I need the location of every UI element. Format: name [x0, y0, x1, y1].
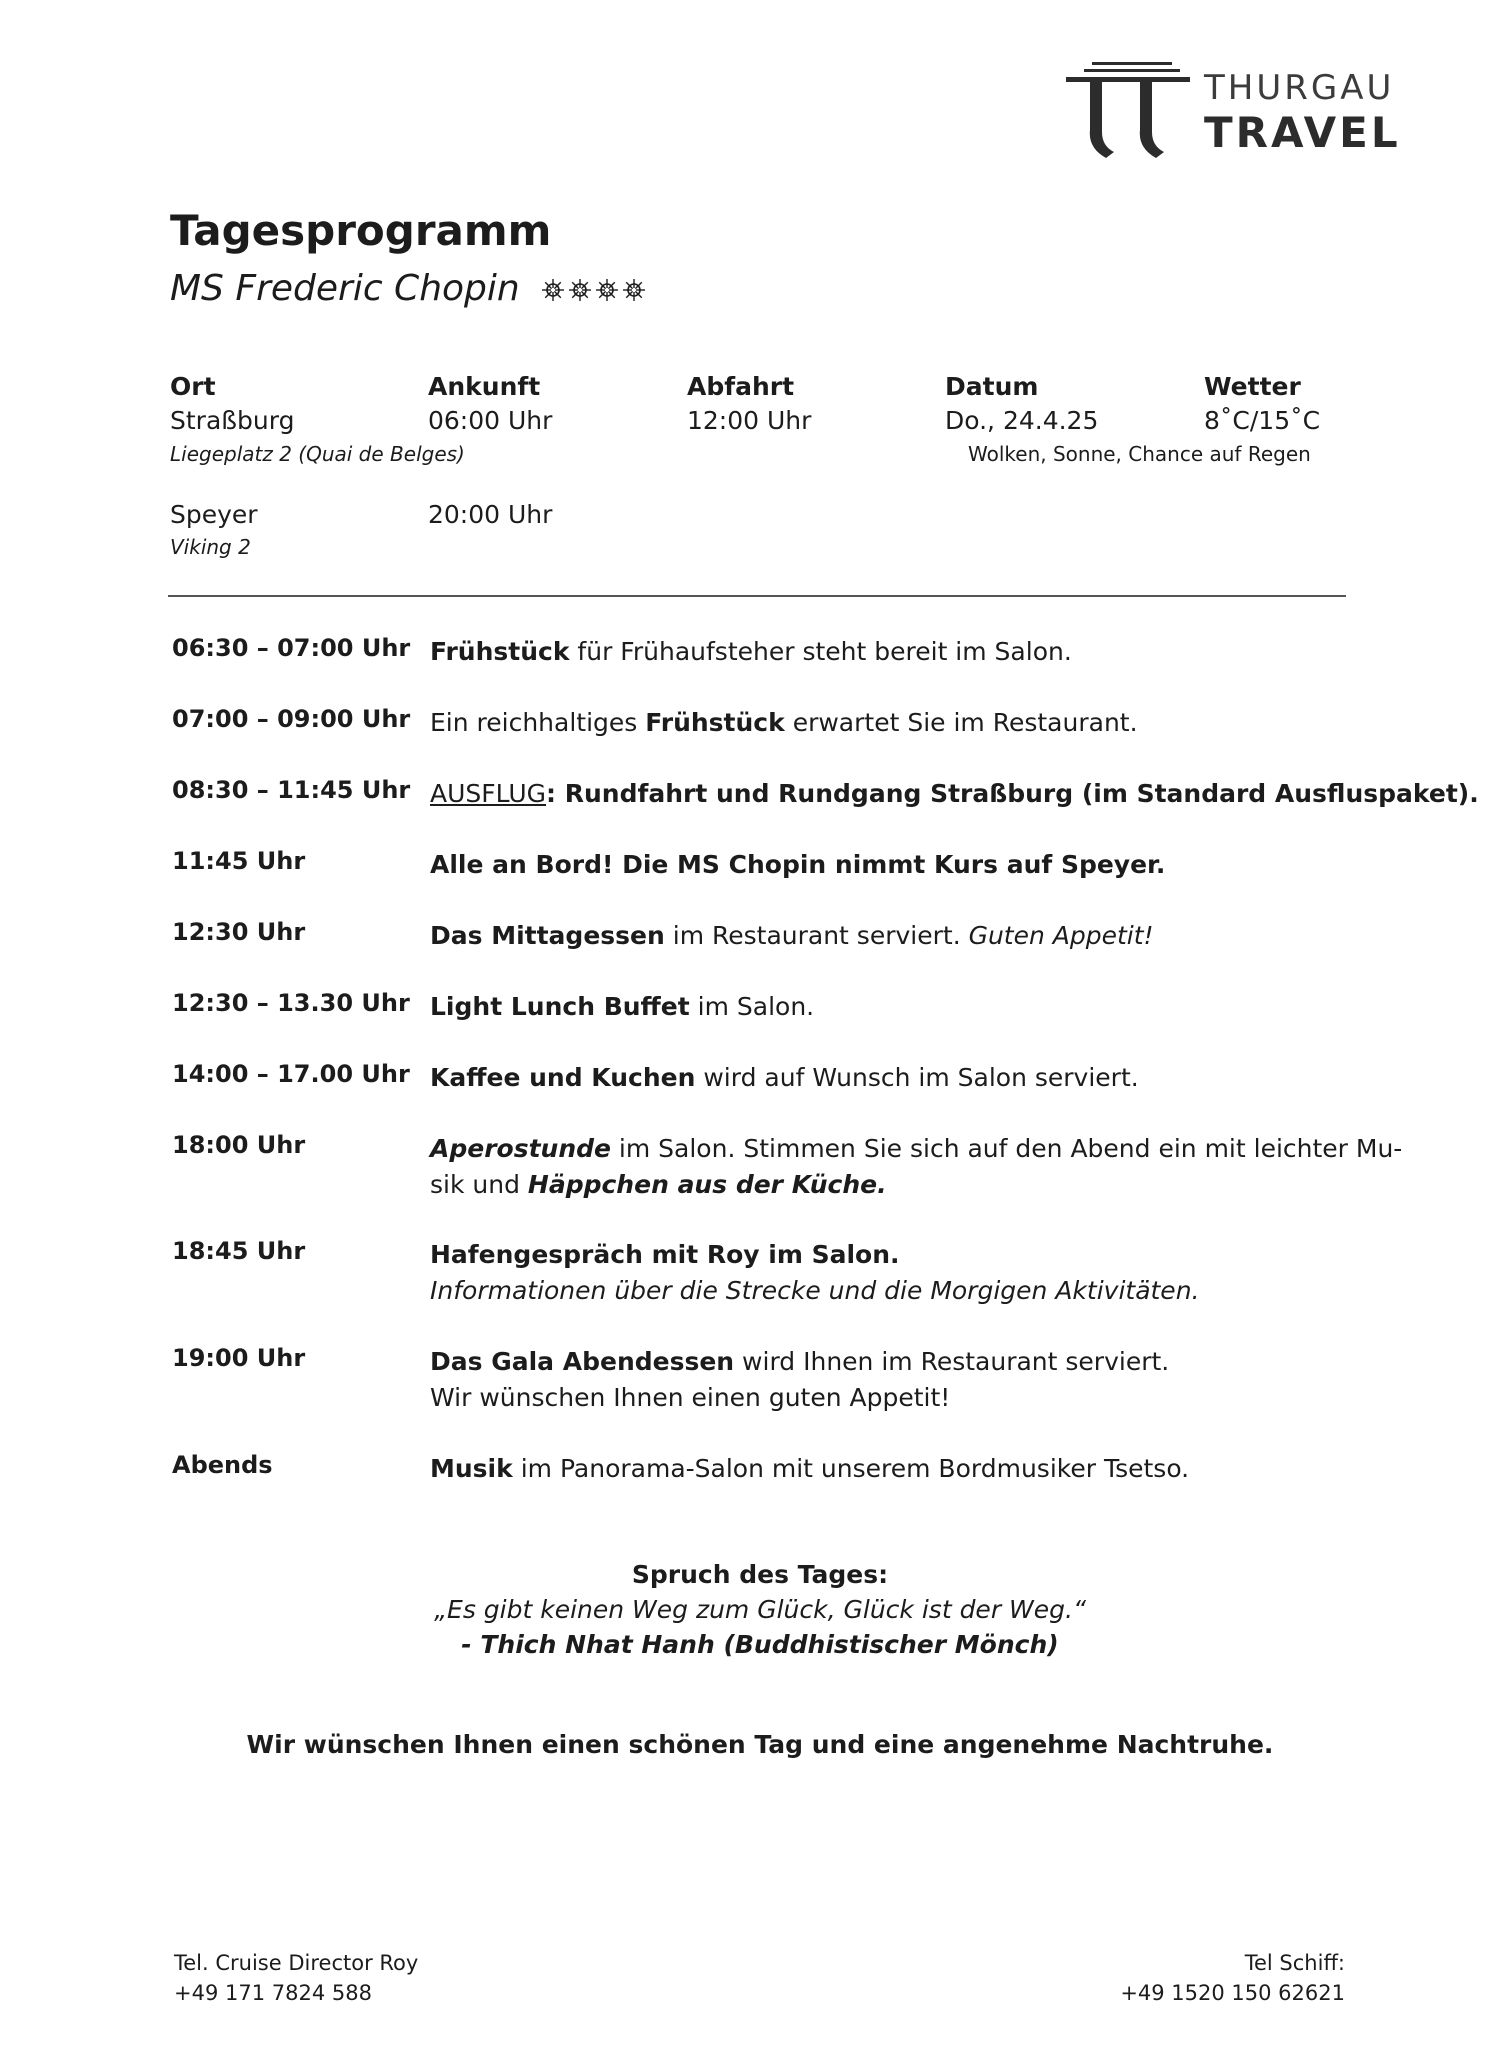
ship-wheel-icon	[568, 278, 592, 302]
text-italic: Informationen über die Strecke und die Morgigen Aktivitäten.	[430, 1276, 1200, 1305]
schedule-description	[430, 705, 1487, 741]
text: sik und	[430, 1170, 528, 1199]
stop1-departure: 12:00 Uhr	[687, 406, 812, 435]
brand-logo	[1062, 60, 1402, 170]
quote-author: - Thich Nhat Hanh (Buddhistischer Mönch)	[461, 1630, 1059, 1659]
text-bold: Das Gala Abendessen	[430, 1347, 735, 1376]
schedule-time: 07:00 – 09:00 Uhr	[172, 705, 411, 733]
schedule-description	[430, 1131, 1487, 1203]
schedule-description	[430, 634, 1487, 670]
stop2-arrival: 20:00 Uhr	[428, 500, 553, 529]
text-bold: Musik	[430, 1454, 513, 1483]
stop2-place: Speyer	[170, 500, 258, 529]
schedule-time: 12:30 Uhr	[172, 918, 306, 946]
closing-message: Wir wünschen Ihnen einen schönen Tag und eine angenehme Nachtruhe.	[246, 1730, 1274, 1759]
text: im Restaurant serviert.	[664, 921, 969, 950]
stop2-berth: Viking 2	[170, 535, 251, 559]
ship-name-text: MS Frederic Chopin	[170, 268, 520, 309]
schedule-time: 18:00 Uhr	[172, 1131, 306, 1159]
text-italic: Guten Appetit!	[968, 921, 1154, 950]
schedule-time: 14:00 – 17.00 Uhr	[172, 1060, 410, 1088]
schedule-time: 12:30 – 13.30 Uhr	[172, 989, 410, 1017]
ship-wheel-icon	[541, 278, 565, 302]
brand-line2: TRAVEL	[1204, 108, 1401, 157]
text: im Salon.	[689, 992, 815, 1021]
schedule-description	[430, 1060, 1487, 1096]
text-bold: Alle an Bord! Die MS Chopin nimmt Kurs auf Speyer.	[430, 850, 1166, 879]
label-weather: Wetter	[1204, 372, 1301, 401]
ship-name	[170, 268, 646, 309]
label-departure: Abfahrt	[687, 372, 795, 401]
schedule-description	[430, 1344, 1487, 1416]
footer-right-phone: +49 1520 150 62621	[1120, 1981, 1345, 2005]
text-bold: Das Mittagessen	[430, 921, 665, 950]
schedule-time: 08:30 – 11:45 Uhr	[172, 776, 411, 804]
schedule-time: 06:30 – 07:00 Uhr	[172, 634, 411, 662]
excursion-label: AUSFLUG	[430, 779, 547, 808]
text: wird Ihnen im Restaurant serviert.	[734, 1347, 1170, 1376]
stop1-date: Do., 24.4.25	[945, 406, 1099, 435]
schedule-description	[430, 776, 1487, 812]
text-bold-italic: Häppchen aus der Küche.	[527, 1170, 887, 1199]
ship-rating	[541, 278, 646, 302]
schedule-time: 11:45 Uhr	[172, 847, 306, 875]
stop1-place: Straßburg	[170, 406, 295, 435]
text-bold: Light Lunch Buffet	[430, 992, 690, 1021]
text-bold-italic: Aperostunde	[430, 1134, 611, 1163]
schedule-time: 19:00 Uhr	[172, 1344, 306, 1372]
quote-text: „Es gibt keinen Weg zum Glück, Glück ist der Weg.“	[434, 1595, 1086, 1624]
thurgau-travel-logo-icon	[1062, 60, 1192, 160]
text-bold: : Rundfahrt und Rundgang Straßburg (im Standard Ausfluspaket).	[546, 779, 1479, 808]
stop1-arrival: 06:00 Uhr	[428, 406, 553, 435]
divider	[168, 595, 1346, 597]
schedule-description	[430, 847, 1487, 883]
footer-right-label: Tel Schiff:	[1244, 1951, 1345, 1975]
footer-ship	[1120, 1948, 1345, 2008]
schedule-description	[430, 1451, 1487, 1487]
page-title: Tagesprogramm	[170, 206, 552, 255]
text-bold: Frühstück	[430, 637, 570, 666]
brand-line1: THURGAU	[1204, 68, 1395, 108]
text-bold: Hafengespräch mit Roy im Salon.	[430, 1240, 900, 1269]
text: Ein reichhaltiges	[430, 708, 646, 737]
text: für Frühaufsteher steht bereit im Salon.	[569, 637, 1072, 666]
text-bold: Frühstück	[645, 708, 785, 737]
quote-of-the-day	[170, 1560, 1350, 1659]
schedule-time: 18:45 Uhr	[172, 1237, 306, 1265]
text: Wir wünschen Ihnen einen guten Appetit!	[430, 1383, 951, 1412]
label-date: Datum	[945, 372, 1039, 401]
text: erwartet Sie im Restaurant.	[784, 708, 1138, 737]
ship-wheel-icon	[622, 278, 646, 302]
stop1-temperature: 8˚C/15˚C	[1204, 406, 1321, 435]
text: im Panorama-Salon mit unserem Bordmusiker Tsetso.	[512, 1454, 1190, 1483]
text: im Salon. Stimmen Sie sich auf den Abend ein mit leichter Mu-	[610, 1134, 1403, 1163]
footer-left-phone: +49 171 7824 588	[174, 1981, 372, 2005]
label-place: Ort	[170, 372, 216, 401]
stop1-weather-note: Wolken, Sonne, Chance auf Regen	[968, 442, 1311, 466]
stop1-berth: Liegeplatz 2 (Quai de Belges)	[170, 442, 465, 466]
ship-wheel-icon	[595, 278, 619, 302]
footer-left-label: Tel. Cruise Director Roy	[174, 1951, 419, 1975]
label-arrival: Ankunft	[428, 372, 541, 401]
schedule-time: Abends	[172, 1451, 273, 1479]
quote-heading: Spruch des Tages:	[631, 1560, 889, 1589]
footer-cruise-director	[174, 1948, 418, 2008]
text: wird auf Wunsch im Salon serviert.	[695, 1063, 1139, 1092]
text-bold: Kaffee und Kuchen	[430, 1063, 696, 1092]
schedule-description	[430, 918, 1487, 954]
schedule-description	[430, 1237, 1487, 1309]
schedule-description	[430, 989, 1487, 1025]
